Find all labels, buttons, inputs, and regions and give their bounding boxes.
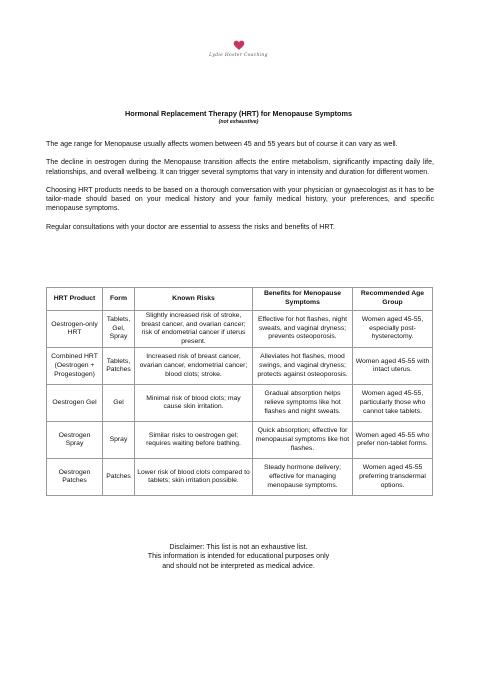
cell-form: Spray [103, 422, 135, 459]
table-header-row [47, 288, 433, 311]
logo-text: Lydie Hoster Coaching [209, 53, 268, 58]
table-row [47, 348, 433, 385]
cell-age-group: Women aged 45-55 with intact uterus. [353, 348, 433, 385]
disclaimer-line: This information is intended for educational purposes only [147, 552, 330, 561]
cell-age-group: Women aged 45-55 who prefer non-tablet forms. [353, 422, 433, 459]
cell-risks: Minimal risk of blood clots; may cause skin irritation. [135, 385, 253, 422]
cell-product: Oestrogen Gel [47, 385, 103, 422]
cell-risks: Increased risk of breast cancer, ovarian cancer, endometrial cancer; blood clots; stroke. [135, 348, 253, 385]
table-row [47, 311, 433, 348]
paragraph-oestrogen-decline: The decline in oestrogen during the Menopause transition affects the entire metabolism, significantly impacting daily life, relationships, and overall wellbeing. It can trigger several symptoms that vary in intensity and duration for different women. [46, 158, 434, 176]
header-form: Form [103, 288, 135, 311]
paragraph-choosing-hrt: Choosing HRT products needs to be based on a thorough conversation with your physician or gynaecologist as it has to be tailor-made should based on your medical history and your family medical history, your preferences, and specific menopause symptoms. [46, 185, 434, 213]
logo [0, 38, 477, 58]
table-row [47, 385, 433, 422]
disclaimer-line: and should not be interpreted as medical advice. [162, 561, 315, 570]
paragraph-age-range: The age range for Menopause usually affects women between 45 and 55 years but of course it can vary as well. [46, 140, 398, 148]
cell-risks: Slightly increased risk of stroke, breast cancer, and ovarian cancer; risk of endometrial cancer if uterus present. [135, 311, 253, 348]
cell-product: Oestrogen Patches [47, 459, 103, 496]
document-subtitle: (not exhaustive) [218, 119, 259, 125]
table-row [47, 422, 433, 459]
cell-risks: Lower risk of blood clots compared to tablets; skin irritation possible. [135, 459, 253, 496]
cell-benefits: Quick absorption; effective for menopausal symptoms like hot flashes. [253, 422, 353, 459]
header-hrt-product: HRT Product [47, 288, 103, 311]
disclaimer [0, 543, 477, 571]
cell-benefits: Gradual absorption helps relieve symptoms like hot flashes and night sweats. [253, 385, 353, 422]
cell-benefits: Steady hormone delivery; effective for managing menopause symptoms. [253, 459, 353, 496]
cell-benefits: Effective for hot flashes, night sweats, and vaginal dryness; prevents osteoporosis. [253, 311, 353, 348]
header-benefits: Benefits for Menopause Symptoms [253, 288, 353, 311]
cell-benefits: Alleviates hot flashes, mood swings, and vaginal dryness; protects against osteoporosis. [253, 348, 353, 385]
header-age-group: Recommended Age Group [353, 288, 433, 311]
cell-product: Combined HRT (Oestrogen + Progestogen) [47, 348, 103, 385]
cell-product: Oestrogen Spray [47, 422, 103, 459]
table-row [47, 459, 433, 496]
cell-form: Patches [103, 459, 135, 496]
cell-product: Oestrogen-only HRT [47, 311, 103, 348]
heart-icon [232, 38, 246, 52]
disclaimer-line: Disclaimer: This list is not an exhaustive list. [169, 543, 308, 551]
cell-age-group: Women aged 45-55 preferring transdermal options. [353, 459, 433, 496]
cell-form: Tablets, Gel, Spray [103, 311, 135, 348]
paragraph-consultations: Regular consultations with your doctor are essential to assess the risks and benefits of HRT. [46, 222, 335, 231]
hrt-table [46, 287, 433, 496]
cell-age-group: Women aged 45-55, especially post-hysterectomy. [353, 311, 433, 348]
intro-text [46, 140, 434, 241]
document-title: Hormonal Replacement Therapy (HRT) for Menopause Symptoms [124, 109, 353, 118]
cell-risks: Similar risks to oestrogen gel; requires waiting before bathing. [135, 422, 253, 459]
cell-age-group: Women aged 45-55, particularly those who cannot take tablets. [353, 385, 433, 422]
cell-form: Gel [103, 385, 135, 422]
cell-form: Tablets, Patches [103, 348, 135, 385]
header-known-risks: Known Risks [135, 288, 253, 311]
